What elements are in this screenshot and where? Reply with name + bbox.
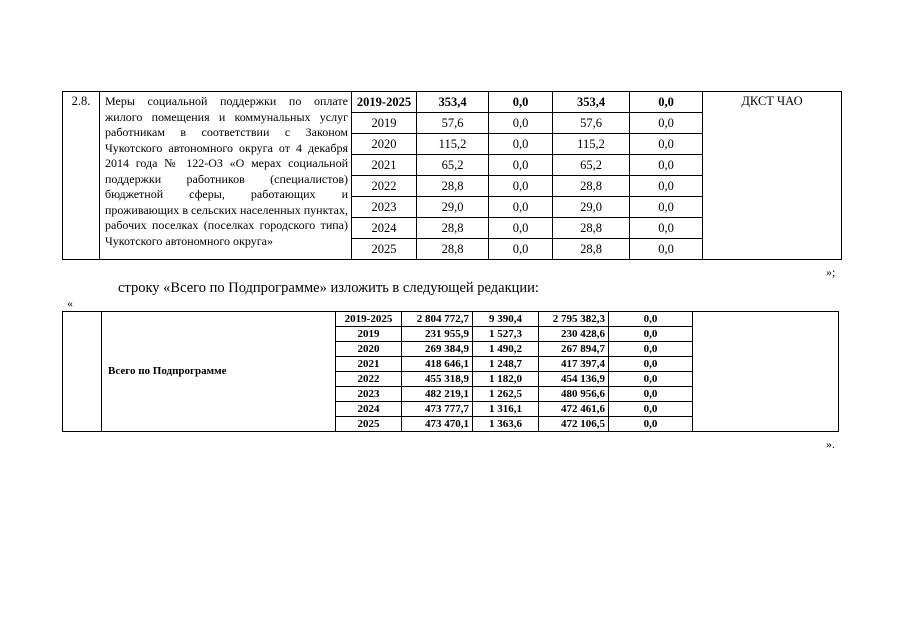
cell-total: 65,2 xyxy=(417,155,489,176)
empty-number-cell xyxy=(63,312,102,432)
cell-total: 473 470,1 xyxy=(402,417,473,432)
cell-other: 0,0 xyxy=(609,417,693,432)
cell-total: 482 219,1 xyxy=(402,387,473,402)
cell-other: 0,0 xyxy=(609,357,693,372)
cell-total: 28,8 xyxy=(417,176,489,197)
cell-year: 2023 xyxy=(336,387,402,402)
cell-fed: 0,0 xyxy=(489,155,553,176)
measure-table xyxy=(62,91,842,260)
cell-year: 2022 xyxy=(352,176,417,197)
cell-year: 2019-2025 xyxy=(336,312,402,327)
closing-quote-2: ». xyxy=(826,437,835,451)
cell-fed: 0,0 xyxy=(489,218,553,239)
cell-total: 231 955,9 xyxy=(402,327,473,342)
cell-okr: 2 795 382,3 xyxy=(539,312,609,327)
item-name: Меры социальной поддержки по оплате жилого помещения и коммунальных услуг работникам в соответствии с Законом Чукотского автономного округа от 4 декабря 2014 года № 122-ОЗ «О мерах социальной поддержки работников (специалистов) бюджетной сферы, работающих и проживающих в сельских населенных пунктах, рабочих поселках (поселках городского типа) Чукотского автономного округа» xyxy=(100,92,352,260)
cell-fed: 1 363,6 xyxy=(473,417,539,432)
cell-okr: 28,8 xyxy=(553,239,630,260)
table-row xyxy=(63,312,839,327)
cell-other: 0,0 xyxy=(609,342,693,357)
cell-other: 0,0 xyxy=(609,402,693,417)
cell-other: 0,0 xyxy=(630,113,703,134)
cell-fed: 9 390,4 xyxy=(473,312,539,327)
empty-executor-cell xyxy=(693,312,839,432)
cell-year: 2020 xyxy=(336,342,402,357)
cell-other: 0,0 xyxy=(609,387,693,402)
cell-other: 0,0 xyxy=(630,176,703,197)
cell-year: 2019 xyxy=(336,327,402,342)
cell-okr: 65,2 xyxy=(553,155,630,176)
cell-fed: 1 248,7 xyxy=(473,357,539,372)
cell-okr: 29,0 xyxy=(553,197,630,218)
cell-other: 0,0 xyxy=(630,218,703,239)
cell-fed: 1 527,3 xyxy=(473,327,539,342)
cell-okr: 454 136,9 xyxy=(539,372,609,387)
cell-okr: 472 461,6 xyxy=(539,402,609,417)
closing-quote-1: »; xyxy=(826,265,836,279)
cell-fed: 1 490,2 xyxy=(473,342,539,357)
cell-total: 29,0 xyxy=(417,197,489,218)
cell-fed: 1 182,0 xyxy=(473,372,539,387)
table-row xyxy=(63,92,842,113)
cell-okr: 28,8 xyxy=(553,218,630,239)
cell-okr: 472 106,5 xyxy=(539,417,609,432)
cell-fed: 1 262,5 xyxy=(473,387,539,402)
cell-fed: 0,0 xyxy=(489,197,553,218)
total-label: Всего по Подпрограмме xyxy=(102,312,336,432)
cell-okr: 480 956,6 xyxy=(539,387,609,402)
cell-other: 0,0 xyxy=(609,312,693,327)
cell-year: 2019 xyxy=(352,113,417,134)
cell-other: 0,0 xyxy=(609,372,693,387)
cell-okr: 57,6 xyxy=(553,113,630,134)
subprogram-total-table xyxy=(62,311,839,432)
cell-okr: 115,2 xyxy=(553,134,630,155)
cell-year: 2021 xyxy=(352,155,417,176)
cell-total: 455 318,9 xyxy=(402,372,473,387)
cell-okr: 267 894,7 xyxy=(539,342,609,357)
cell-fed: 0,0 xyxy=(489,113,553,134)
cell-total: 115,2 xyxy=(417,134,489,155)
cell-other: 0,0 xyxy=(630,239,703,260)
cell-fed: 0,0 xyxy=(489,239,553,260)
item-number: 2.8. xyxy=(63,92,100,260)
cell-fed: 0,0 xyxy=(489,134,553,155)
cell-total: 2 804 772,7 xyxy=(402,312,473,327)
cell-year: 2022 xyxy=(336,372,402,387)
cell-fed: 1 316,1 xyxy=(473,402,539,417)
cell-year: 2025 xyxy=(336,417,402,432)
cell-total: 418 646,1 xyxy=(402,357,473,372)
cell-year: 2023 xyxy=(352,197,417,218)
cell-total: 28,8 xyxy=(417,218,489,239)
cell-other: 0,0 xyxy=(630,155,703,176)
cell-okr: 230 428,6 xyxy=(539,327,609,342)
cell-okr: 417 397,4 xyxy=(539,357,609,372)
cell-other: 0,0 xyxy=(630,134,703,155)
item-executor: ДКСТ ЧАО xyxy=(703,92,842,260)
cell-year: 2024 xyxy=(352,218,417,239)
cell-total: 269 384,9 xyxy=(402,342,473,357)
cell-okr: 28,8 xyxy=(553,176,630,197)
cell-year: 2025 xyxy=(352,239,417,260)
cell-total: 473 777,7 xyxy=(402,402,473,417)
cell-year: 2020 xyxy=(352,134,417,155)
cell-other: 0,0 xyxy=(630,197,703,218)
cell-total: 353,4 xyxy=(417,92,489,113)
cell-year: 2024 xyxy=(336,402,402,417)
intro-text: строку «Всего по Подпрограмме» изложить в следующей редакции: xyxy=(118,280,539,296)
cell-total: 57,6 xyxy=(417,113,489,134)
cell-fed: 0,0 xyxy=(489,176,553,197)
cell-total: 28,8 xyxy=(417,239,489,260)
cell-year: 2021 xyxy=(336,357,402,372)
cell-okr: 353,4 xyxy=(553,92,630,113)
opening-quote-2: « xyxy=(67,296,73,310)
cell-fed: 0,0 xyxy=(489,92,553,113)
cell-year: 2019-2025 xyxy=(352,92,417,113)
cell-other: 0,0 xyxy=(630,92,703,113)
cell-other: 0,0 xyxy=(609,327,693,342)
